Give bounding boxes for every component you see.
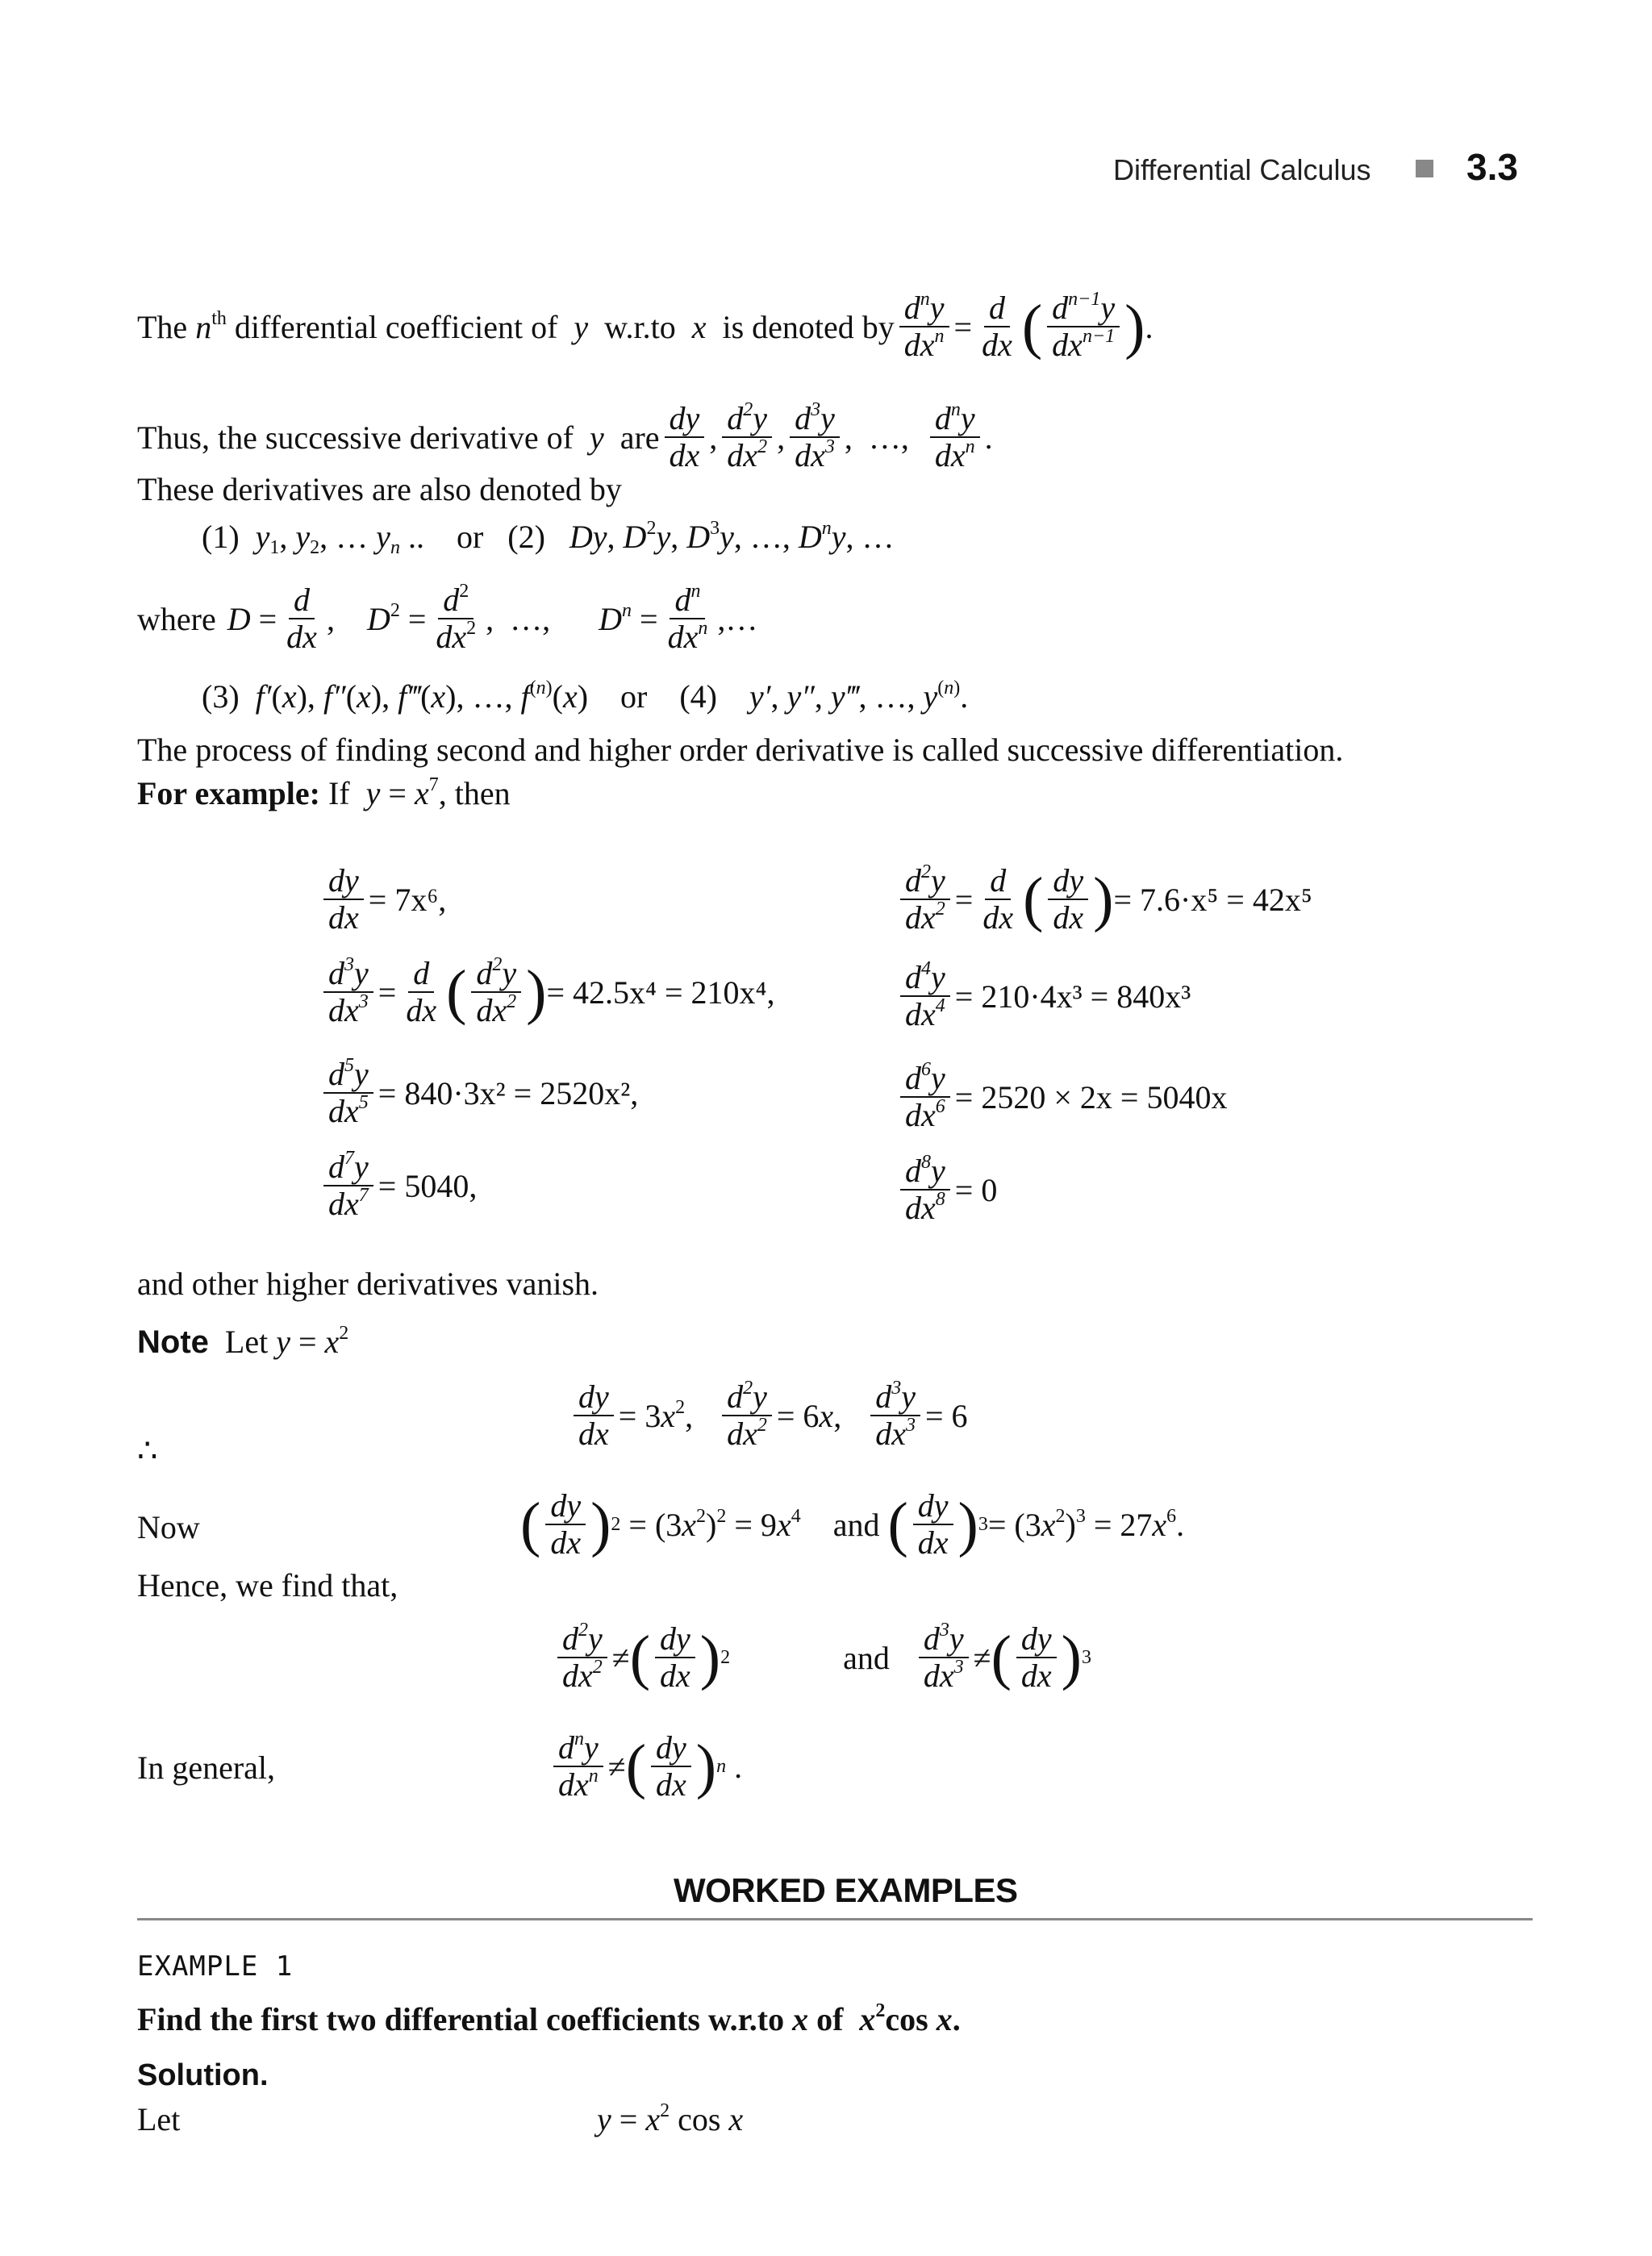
header-marker xyxy=(1416,160,1433,177)
note-derivatives: $\frac{dy}{dx}$ = $3x^2$, $\frac{d^2y}{dx^2}$ = 6x, $\frac{d^3y}{dx^3}$ = 6 xyxy=(569,1371,968,1460)
operator-definitions: where D = $\frac{d}{dx}$ , $D^2$ = $\frac{d^2}{dx^2}$ , …, $D^n$ = $\frac{d^n}{dx^n}$ ,… xyxy=(137,581,758,655)
notation-list-2: (3) f′(x), f″(x), f‴(x), …, $f^{(n)}(x)$ or (4) y′, y″, y‴, …, $y^{(n)}$. xyxy=(202,678,969,715)
eq-fifth-derivative: $\frac{d^5y}{dx^5}$ = 840·3x² = 2520x², xyxy=(319,1049,638,1137)
inequality-line: $\frac{d^2y}{dx^2}$ ≠ ( $\frac{dy}{dx}$ ) 2 and $\frac{d^3y}{dx^3}$ ≠ ( $\frac{dy}{dx}$ ) 3 xyxy=(553,1609,1091,1706)
now-label: Now xyxy=(137,1509,200,1545)
eq-sixth-derivative: $\frac{d^6y}{dx^6}$ = 2520 × 2x = 5040x xyxy=(895,1053,1227,1141)
section-divider xyxy=(137,1918,1533,1920)
eq-third-derivative: $\frac{d^3y}{dx^3}$ = $\frac{d}{dx}$ ( $\frac{d^2y}{dx^2}$ ) = 42.5x⁴ = 210x⁴, xyxy=(319,948,775,1036)
for-example-label: For example: xyxy=(137,775,320,811)
note-line: Note Let $y = x^2$ xyxy=(137,1323,349,1360)
running-header xyxy=(1113,153,1370,187)
example-label: EXAMPLE 1 xyxy=(137,1950,294,1983)
eq-eighth-derivative: $\frac{d^8y}{dx^8}$ = 0 xyxy=(895,1145,997,1234)
example-problem: Find the first two differential coefficients w.r.to x of $x^2\cos$ x. xyxy=(137,2000,961,2037)
eq-fourth-derivative: $\frac{d^4y}{dx^4}$ = 210·4x³ = 840x³ xyxy=(895,952,1191,1040)
vanish-text: and other higher derivatives vanish. xyxy=(137,1266,599,1302)
section-title: Differential Calculus xyxy=(1113,153,1371,186)
hence-text: Hence, we find that, xyxy=(137,1567,398,1603)
successive-derivatives-line: Thus, the successive derivative of y are $\frac{dy}{dx}$ , $\frac{d^2y}{dx^2}$ , $\frac{d^3y}{dx^3}$ , …, $\frac{d^ny}{dx^n}$ . xyxy=(137,399,993,473)
let-label: Let xyxy=(137,2101,181,2137)
denoted-text: These derivatives are also denoted by xyxy=(137,471,622,507)
in-general-label: In general, xyxy=(137,1749,276,1786)
solution-label: Solution. xyxy=(137,2058,269,2092)
nth-derivative-fraction: $\frac{d^ny}{dx^n}$ xyxy=(899,290,949,363)
page-number: 3.3 xyxy=(1466,146,1518,188)
notation-list-1: (1) $y_1$, $y_2$, … $y_n$ .. or (2) Dy, $D^2y$, $D^3y$, …, $D^ny$, … xyxy=(202,518,895,559)
eq-first-derivative: $\frac{dy}{dx}$ = 7x⁶, xyxy=(319,855,446,944)
eq-seventh-derivative: $\frac{d^7y}{dx^7}$ = 5040, xyxy=(319,1141,477,1230)
note-label: Note xyxy=(137,1324,209,1360)
note-powers: ( $\frac{dy}{dx}$ ) 2 = $(3x^2)^2 = 9x^4$ and ( $\frac{dy}{dx}$ ) 3 = $(3x^2)^3 = 27x^6$. xyxy=(520,1487,1185,1561)
successive-text: Thus, the successive derivative of y are xyxy=(137,419,660,456)
general-inequality: $\frac{d^ny}{dx^n}$ ≠ ( $\frac{dy}{dx}$ ) n . xyxy=(549,1718,742,1815)
therefore-symbol: ∴ xyxy=(137,1432,158,1469)
nth-derivative-definition: The $n^{th}$ differential coefficient of y w.r.to x is denoted by $\frac{d^ny}{dx^n}$ = $\frac{d}{dx}$ ( $\frac{d^{n-1}y}{dx^{n-1}}$ ) . xyxy=(137,289,1153,363)
for-example-line: For example: If $y = x^7$, then xyxy=(137,774,511,811)
and-word-2: and xyxy=(843,1639,890,1676)
worked-examples-heading: WORKED EXAMPLES xyxy=(674,1871,1018,1909)
nth-definition-text: The $n^{th}$ differential coefficient of y w.r.to x is denoted by xyxy=(137,307,895,345)
eq-second-derivative: $\frac{d^2y}{dx^2}$ = $\frac{d}{dx}$ ( $\frac{dy}{dx}$ ) = 7.6·x⁵ = 42x⁵ xyxy=(895,855,1312,944)
where-label: where xyxy=(137,600,216,637)
let-equation: $y = x^2$ cos x xyxy=(597,2100,744,2137)
and-word: and xyxy=(832,1506,880,1543)
process-text: The process of finding second and higher order derivative is called successive differentiation. xyxy=(137,732,1344,768)
